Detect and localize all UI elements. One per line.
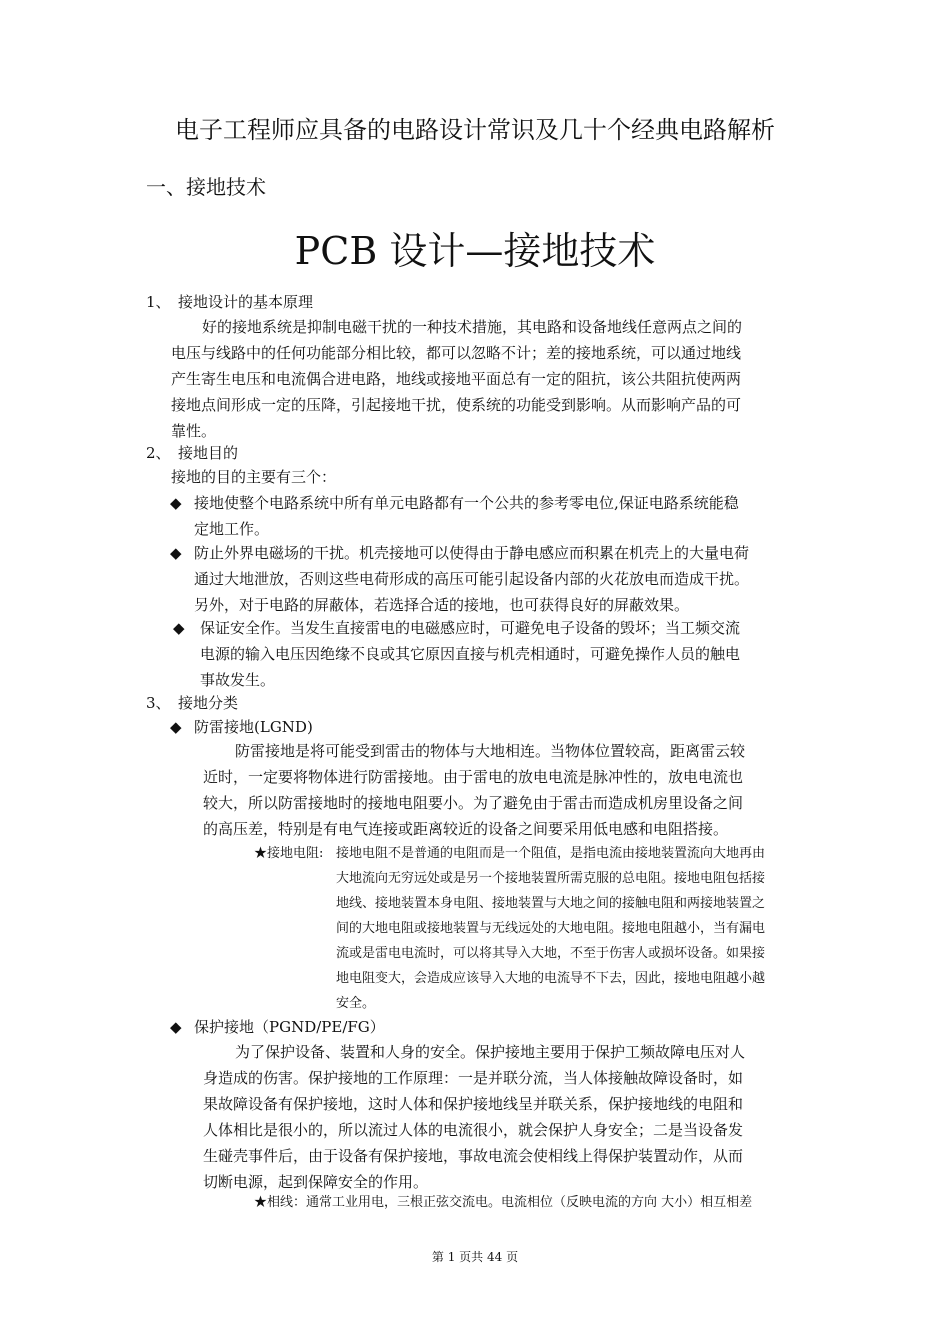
pgnd-label: 保护接地（PGND/PE/FG）: [194, 1018, 385, 1036]
pgnd-body: [203, 1039, 745, 1195]
diamond-bullet-icon: ◆: [170, 1018, 182, 1036]
bullet-3: [200, 615, 740, 693]
paragraph-line: 为了保护设备、装置和人身的安全。保护接地主要用于保护工频故障电压对人: [235, 1043, 746, 1061]
section-1-number: 1、: [146, 293, 171, 311]
page-footer: 第 1 页共 44 页: [431, 1250, 519, 1264]
section-1-body: [171, 314, 811, 444]
bullet-line: 另外，对于电路的屏蔽体，若选择合适的接地，也可获得良好的屏蔽效果。: [194, 596, 690, 614]
bullet-line: 通过大地泄放，否则这些电荷形成的高压可能引起设备内部的火花放电而造成干扰。: [194, 570, 750, 588]
section-1-title: 接地设计的基本原理: [178, 293, 314, 311]
note-line: 接地电阻不是普通的电阻而是一个阻值，是指电流由接地装置流向大地再由: [336, 846, 766, 861]
note-line: 间的大地电阻或接地装置与无线远处的大地电阻。接地电阻越小，当有漏电: [336, 921, 766, 936]
section-2-title: 接地目的: [178, 444, 239, 462]
note-label: ★接地电阻:: [254, 846, 324, 861]
bullet-2: [194, 540, 749, 618]
paragraph-line: 生碰壳事件后，由于设备有保护接地，事故电流会使相线上得保护装置动作，从而: [203, 1147, 744, 1165]
page-heading: PCB 设计—接地技术: [294, 229, 656, 273]
paragraph-line: 人体相比是很小的，所以流过人体的电流很小，就会保护人身安全；二是当设备发: [203, 1121, 744, 1139]
paragraph-line: 电压与线路中的任何功能部分相比较，都可以忽略不计；差的接地系统，可以通过地线: [171, 344, 742, 362]
note-line: 安全。: [336, 996, 376, 1011]
diamond-bullet-icon: ◆: [170, 544, 182, 562]
bullet-line: 防止外界电磁场的干扰。机壳接地可以使得由于静电感应而积累在机壳上的大量电荷: [194, 544, 750, 562]
bullet-line: 接地使整个电路系统中所有单元电路都有一个公共的参考零电位,保证电路系统能稳: [194, 494, 739, 512]
diamond-bullet-icon: ◆: [170, 718, 182, 736]
paragraph-line: 好的接地系统是抑制电磁干扰的一种技术措施，其电路和设备地线任意两点之间的: [202, 318, 743, 336]
bullet-line: 事故发生。: [200, 671, 276, 689]
paragraph-line: 切断电源，起到保障安全的作用。: [203, 1173, 429, 1191]
section-3-number: 3、: [146, 694, 171, 712]
note-line: 地线、接地装置本身电阻、接地装置与大地之间的接触电阻和两接地装置之: [336, 896, 766, 911]
note-line: 地电阻变大，会造成应该导入大地的电流导不下去，因此，接地电阻越小越: [336, 971, 766, 986]
diamond-bullet-icon: ◆: [173, 619, 185, 637]
paragraph-line: 接地点间形成一定的压降，引起接地干扰，使系统的功能受到影响。从而影响产品的可: [171, 396, 742, 414]
lgnd-label: 防雷接地(LGND): [194, 718, 313, 736]
phase-line-note: ★相线：通常工业用电，三根正弦交流电。电流相位（反映电流的方向 大小）相互相差: [254, 1195, 753, 1210]
ground-resistance-note: [336, 841, 765, 1016]
paragraph-line: 防雷接地是将可能受到雷击的物体与大地相连。当物体位置较高，距离雷云较: [235, 742, 746, 760]
lgnd-body: [203, 738, 745, 842]
paragraph-line: 身造成的伤害。保护接地的工作原理：一是并联分流，当人体接触故障设备时，如: [203, 1069, 744, 1087]
note-line: 流或是雷电电流时，可以将其导入大地，不至于伤害人或损坏设备。如果接: [336, 946, 766, 961]
bullet-line: 保证安全作。当发生直接雷电的电磁感应时，可避免电子设备的毁坏；当工频交流: [200, 619, 741, 637]
bullet-line: 定地工作。: [194, 520, 270, 538]
paragraph-line: 果故障设备有保护接地，这时人体和保护接地线呈并联关系，保护接地线的电阻和: [203, 1095, 744, 1113]
section-heading: 一、接地技术: [146, 175, 266, 199]
paragraph-line: 产生寄生电压和电流偶合进电路，地线或接地平面总有一定的阻抗，该公共阻抗使两两: [171, 370, 742, 388]
section-3-title: 接地分类: [178, 694, 239, 712]
bullet-line: 电源的输入电压因绝缘不良或其它原因直接与机壳相通时，可避免操作人员的触电: [200, 645, 741, 663]
paragraph-line: 较大，所以防雷接地时的接地电阻要小。为了避免由于雷击而造成机房里设备之间: [203, 794, 744, 812]
paragraph-line: 的高压差，特别是有电气连接或距离较近的设备之间要采用低电感和电阻搭接。: [203, 820, 729, 838]
paragraph-line: 靠性。: [171, 422, 217, 440]
paragraph-line: 近时，一定要将物体进行防雷接地。由于雷电的放电电流是脉冲性的，放电电流也: [203, 768, 744, 786]
bullet-1: [194, 490, 739, 542]
section-2-intro: 接地的目的主要有三个：: [171, 468, 337, 486]
diamond-bullet-icon: ◆: [170, 494, 182, 512]
document-title: 电子工程师应具备的电路设计常识及几十个经典电路解析: [175, 116, 775, 144]
section-2-number: 2、: [146, 444, 171, 462]
note-line: 大地流向无穷远处或是另一个接地装置所需克服的总电阻。接地电阻包括接: [336, 871, 766, 886]
